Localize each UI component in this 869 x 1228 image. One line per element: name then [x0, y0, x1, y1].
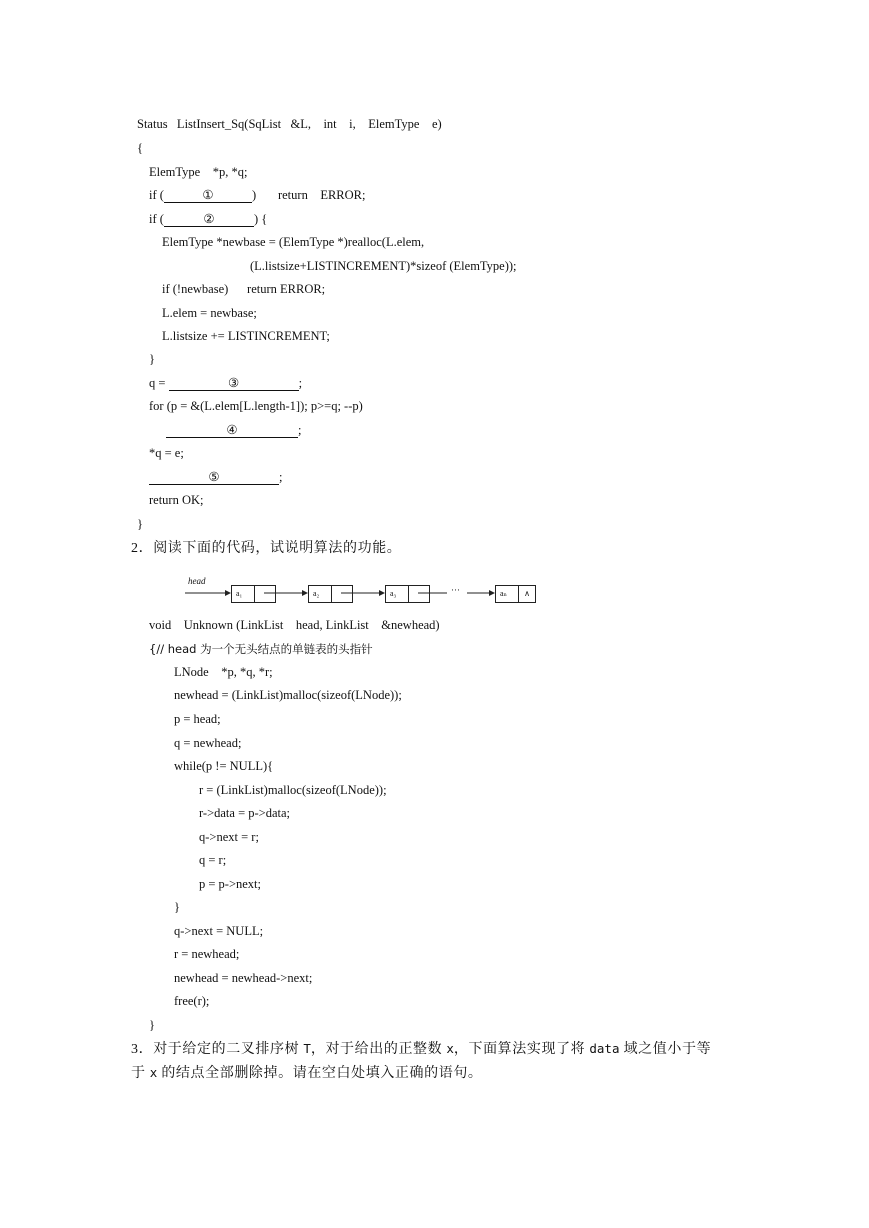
blank-3[interactable]: ③ [169, 376, 299, 391]
list-node: a₁ [231, 585, 276, 603]
ellipsis: ··· [451, 585, 460, 595]
list-node: a₂ [308, 585, 353, 603]
close-brace: } [149, 1018, 155, 1032]
code-line: ElemType *p, *q; [149, 165, 248, 179]
code-line-blank-2: if ( ② ) { [149, 212, 268, 226]
code-line: L.elem = newbase; [162, 306, 257, 320]
code-line: q = r; [199, 853, 227, 867]
question-2-title: 2．阅读下面的代码，试说明算法的功能。 [131, 541, 402, 556]
code-line-blank-1: if ( ① ) return ERROR; [149, 188, 366, 202]
head-label: head [188, 576, 206, 586]
code-line: r = newhead; [174, 947, 240, 961]
code-line: if (!newbase) return ERROR; [162, 282, 326, 296]
code-line: ElemType *newbase = (ElemType *)realloc(L.elem, [162, 235, 425, 249]
code-line: r = (LinkList)malloc(sizeof(LNode)); [199, 783, 387, 797]
code-line: return OK; [149, 493, 204, 507]
code-line: free(r); [174, 994, 210, 1008]
code-line: *q = e; [149, 446, 184, 460]
blank-2[interactable]: ② [164, 212, 254, 227]
blank-1[interactable]: ① [164, 188, 252, 203]
list-node: a₃ [385, 585, 430, 603]
code-line: } [149, 352, 155, 366]
code-line: (L.listsize+LISTINCREMENT)*sizeof (ElemType)); [250, 259, 517, 273]
question-3-line-1: 3．对于给定的二叉排序树 T，对于给出的正整数 x，下面算法实现了将 data 域之值小于等 [131, 1041, 712, 1057]
open-brace: { [137, 141, 143, 155]
code-line: } [174, 900, 180, 914]
code-line: LNode *p, *q, *r; [174, 665, 273, 679]
linked-list-diagram [185, 578, 545, 608]
code-line: q->next = r; [199, 830, 259, 844]
code-line: q->next = NULL; [174, 924, 264, 938]
code-line-blank-3: q = ③ ; [149, 376, 303, 390]
blank-5[interactable]: ⑤ [149, 470, 279, 485]
code-line: newhead = newhead->next; [174, 971, 313, 985]
code-line: q = newhead; [174, 736, 242, 750]
code-header: Status ListInsert_Sq(SqList &L, int i, ElemType e) [137, 117, 442, 131]
code-comment: {// head 为一个无头结点的单链表的头指针 [149, 642, 373, 656]
code-line-blank-5: ⑤ ; [149, 469, 282, 485]
list-node-last: aₙ ∧ [495, 585, 536, 603]
close-brace: } [137, 517, 143, 531]
blank-4[interactable]: ④ [166, 423, 298, 438]
code-line-blank-4: ④ ; [166, 422, 301, 438]
code-line: L.listsize += LISTINCREMENT; [162, 329, 330, 343]
code-line: for (p = &(L.elem[L.length-1]); p>=q; --p) [149, 399, 363, 413]
code-line: p = p->next; [199, 877, 262, 891]
code-header: void Unknown (LinkList head, LinkList &newhead) [149, 618, 440, 632]
code-line: r->data = p->data; [199, 806, 290, 820]
code-line: p = head; [174, 712, 221, 726]
code-line: newhead = (LinkList)malloc(sizeof(LNode)); [174, 688, 402, 702]
code-line: while(p != NULL){ [174, 759, 274, 773]
question-3-line-2: 于 x 的结点全部删除掉。请在空白处填入正确的语句。 [131, 1065, 483, 1081]
